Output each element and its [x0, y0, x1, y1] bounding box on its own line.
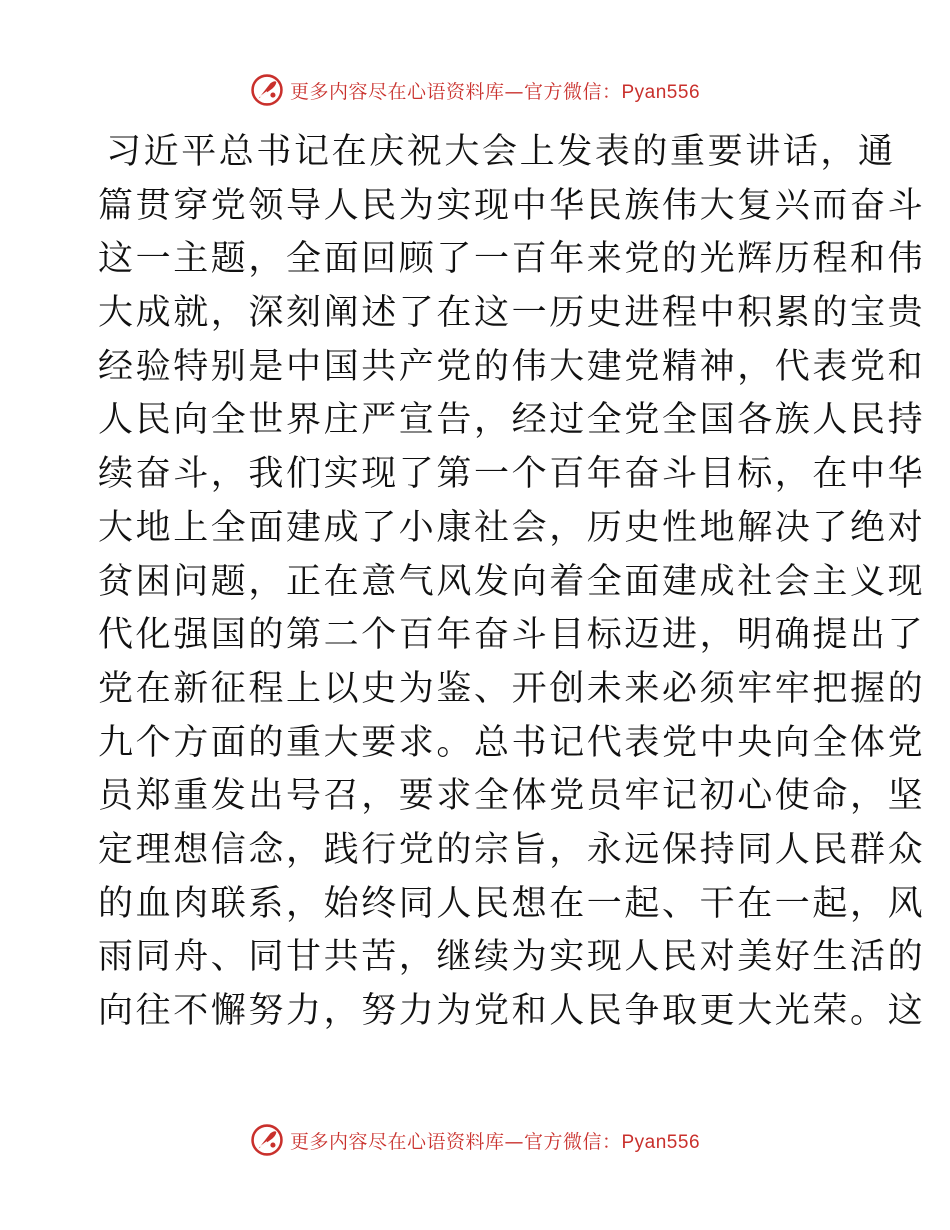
quill-seal-icon	[250, 73, 284, 107]
text-line: 员郑重发出号召，要求全体党员牢记初心使命，坚	[98, 776, 926, 817]
text-line: 党在新征程上以史为鉴、开创未来必须牢牢把握的	[98, 668, 926, 709]
text-line: 经验特别是中国共产党的伟大建党精神，代表党和	[98, 346, 926, 387]
text-line: 向往不懈努力，努力为党和人民争取更大光荣。这	[98, 991, 926, 1031]
paragraph-body	[98, 126, 926, 1039]
header-wechat-id: Pyan556	[621, 81, 701, 103]
text-line: 雨同舟、同甘共苦，继续为实现人民对美好生活的	[98, 937, 926, 978]
header-banner	[0, 70, 950, 110]
text-line: 习近平总书记在庆祝大会上发表的重要讲话，通	[106, 132, 896, 172]
text-line: 大地上全面建成了小康社会，历史性地解决了绝对	[98, 507, 926, 548]
footer-banner	[0, 1120, 950, 1160]
text-line: 定理想信念，践行党的宗旨，永远保持同人民群众	[98, 829, 926, 870]
text-line: 九个方面的重大要求。总书记代表党中央向全体党	[98, 722, 926, 763]
quill-seal-icon	[250, 1123, 284, 1157]
footer-banner-text: 更多内容尽在心语资料库—官方微信：Pyan556	[289, 1130, 701, 1153]
text-line: 篇贯穿党领导人民为实现中华民族伟大复兴而奋斗	[98, 185, 926, 226]
text-line: 的血肉联系，始终同人民想在一起、干在一起，风	[98, 883, 926, 924]
text-line: 贫困问题，正在意气风发向着全面建成社会主义现	[98, 561, 926, 602]
text-line: 代化强国的第二个百年奋斗目标迈进，明确提出了	[98, 615, 926, 656]
text-line: 这一主题，全面回顾了一百年来党的光辉历程和伟	[98, 239, 926, 280]
text-line: 续奋斗，我们实现了第一个百年奋斗目标，在中华	[98, 454, 926, 495]
footer-wechat-id: Pyan556	[621, 1131, 701, 1153]
text-line: 人民向全世界庄严宣告，经过全党全国各族人民持	[98, 400, 926, 441]
text-line: 大成就，深刻阐述了在这一历史进程中积累的宝贵	[98, 293, 926, 334]
header-banner-text: 更多内容尽在心语资料库—官方微信：Pyan556	[289, 80, 701, 103]
